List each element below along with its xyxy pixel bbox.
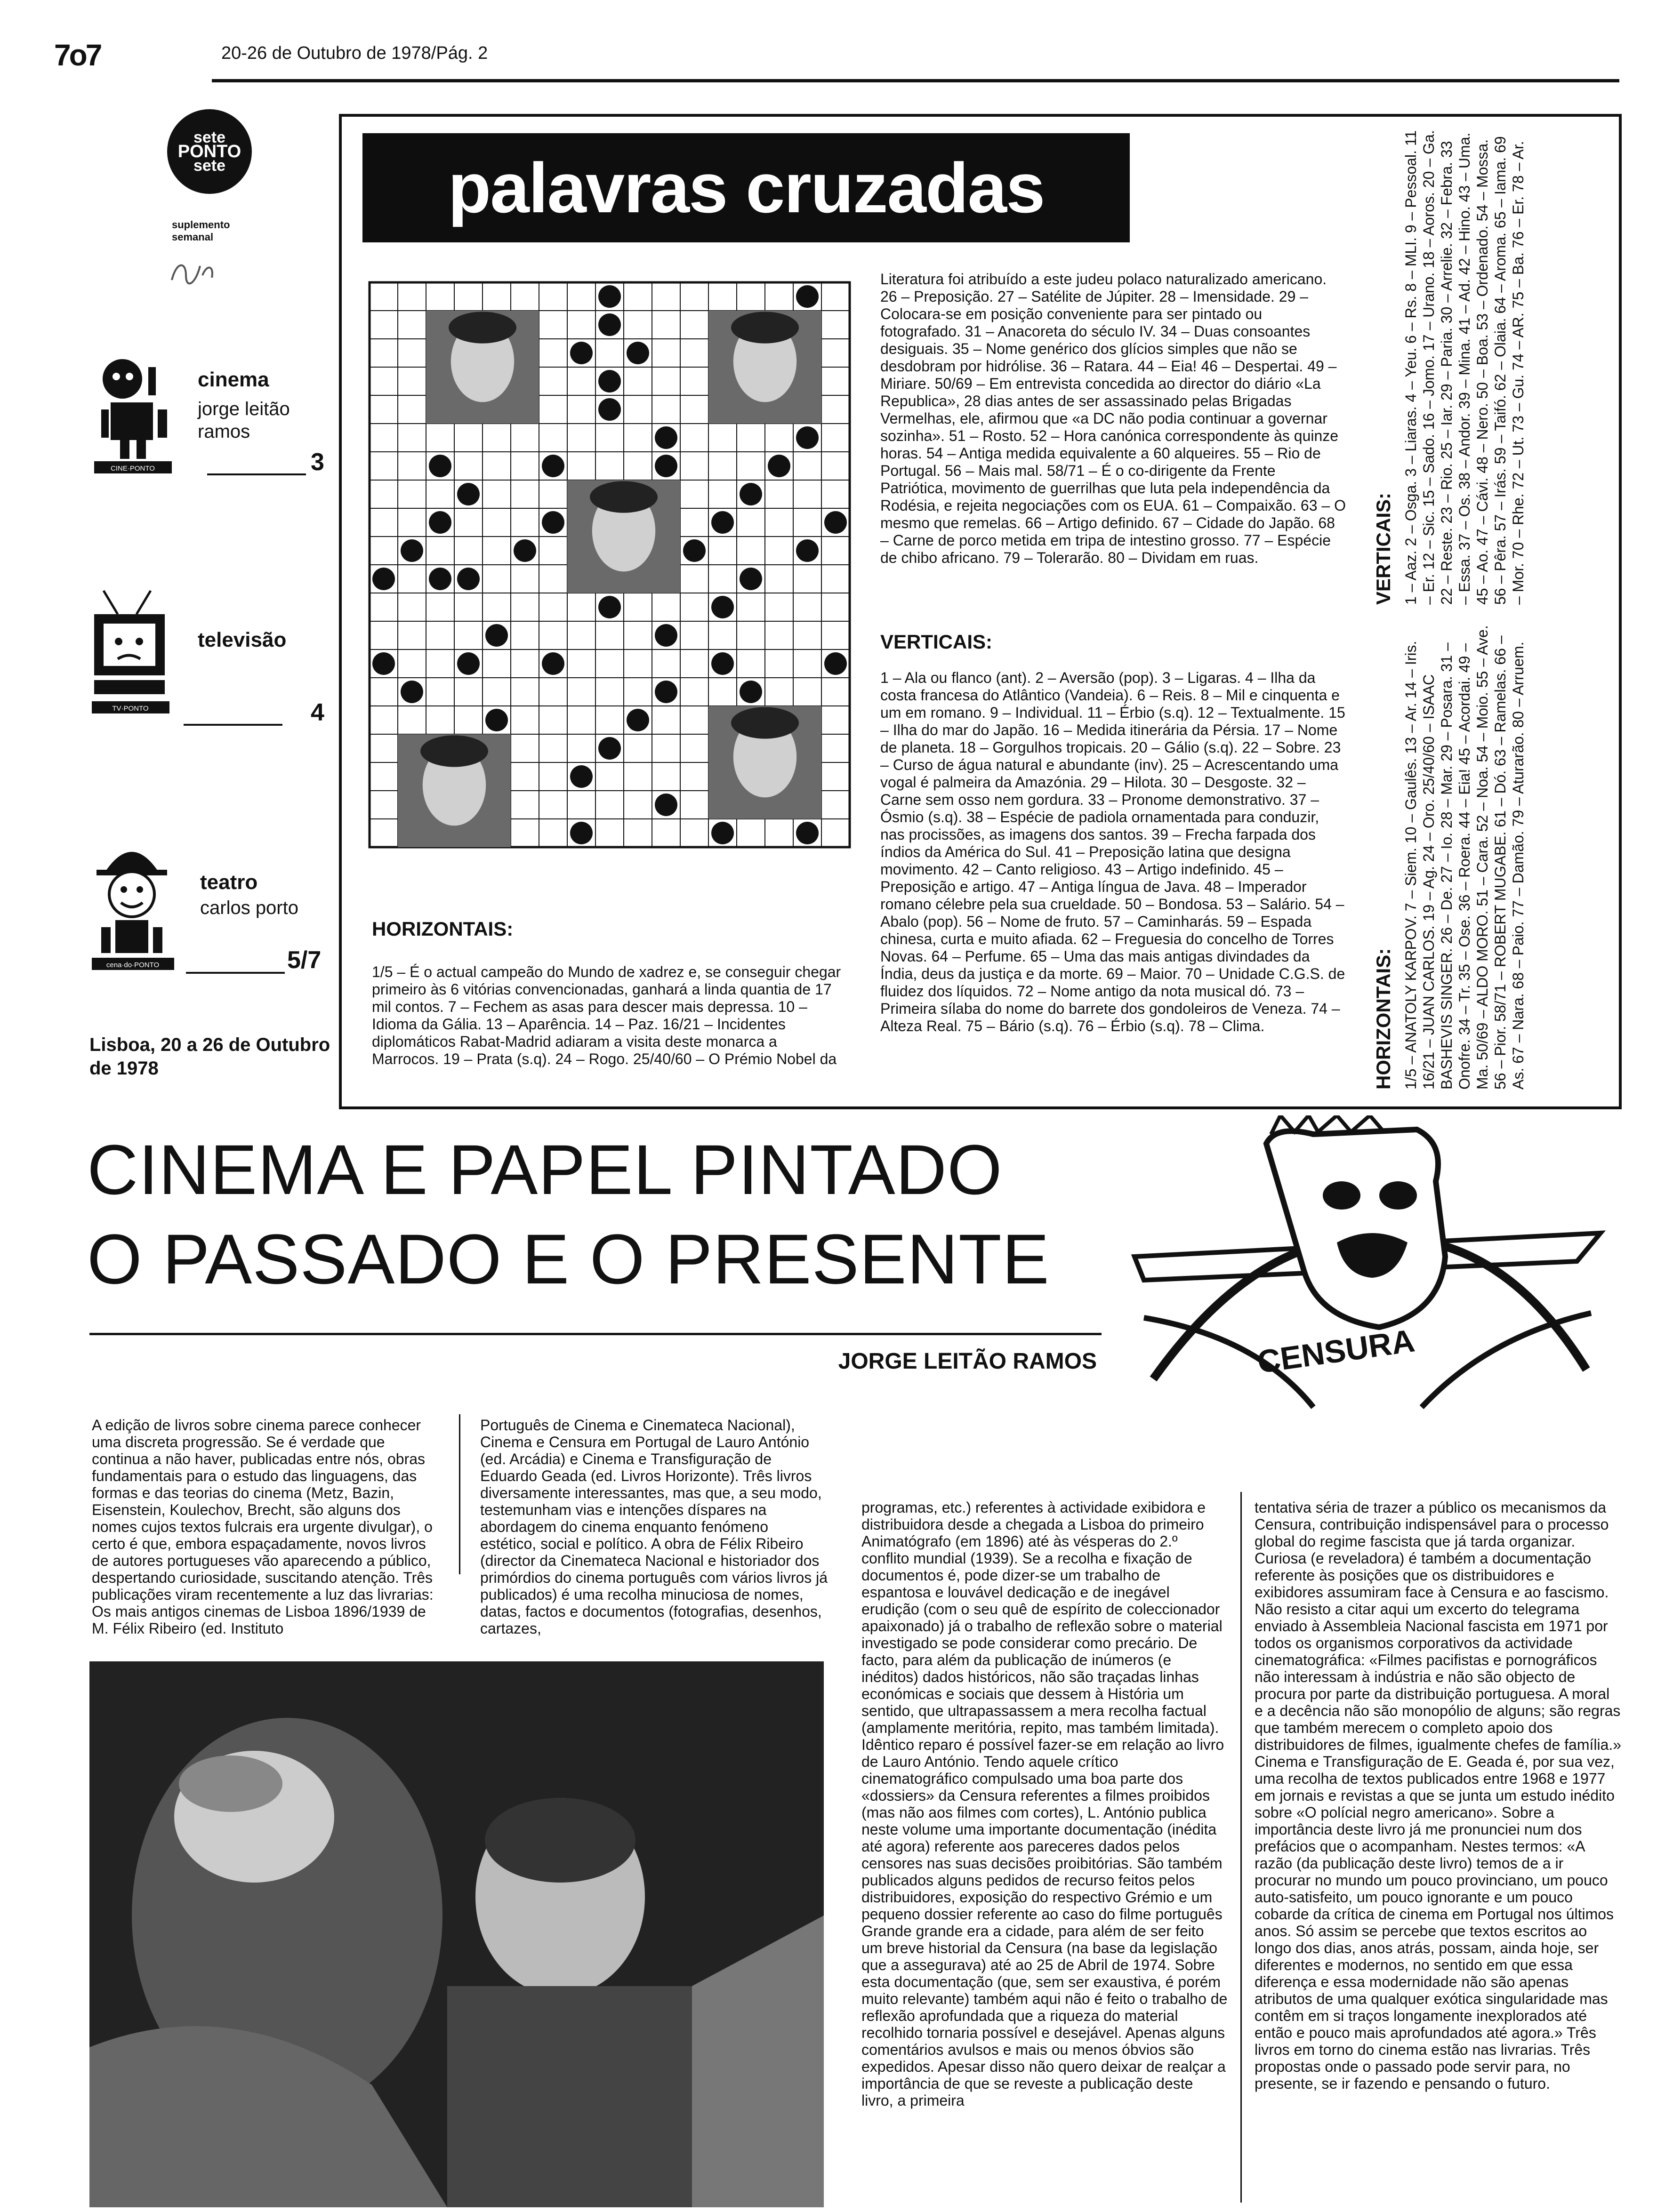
horizontais-clues-part2: Literatura foi atribuído a este judeu polaco naturalizado americano. 26 – Preposição. 27 – Satélite de Júpiter. 28 – Imensidade. 29 – Colocara-se em posição conveniente para ser pintado ou fotografado. 31 – Anacoreta do século IV. 34 – Duas consoantes desiguais. 35 – Nome genérico dos glícios simples que não se desdobram por hidrólise. 36 – Ratara. 44 – Eia! 46 – Despertai. 49 – Miriare. 50/69 – Em entrevista concedida ao director do diário «La Republica», 28 dias antes de ser assassinado pelas Brigadas Vermelhas, ele, afirmou que «a DC não podia continuar a governar sozinha». 51 – Rosto. 52 – Hora canónica correspondente às quinze horas. 54 – Antiga medida equivalente a 60 alqueires. 55 – Rio de Portugal. 56 – Mais mal. 58/71 – É o co-dirigente da Frente Patriótica, movimento de guerrilhas que luta pela independência da Rodésia, e rejeita negociações com os EUA. 61 – Compaixão. 63 – O mesmo que remelas. 66 – Artigo definido. 67 – Cidade do Japão. 68 – Carne de porco metida em tripa de intestino grosso. 77 – Espécie de chibo africano. 79 – Tolerarão. 80 – Dividam em ruas. bbox=[880, 271, 1346, 566]
black-square bbox=[457, 568, 480, 590]
television-page-rule bbox=[184, 724, 282, 726]
article-col-3: programas, etc.) referentes à actividade exibidora e distribuidora desde a chegada a Lisboa do primeiro Animatógrafo (em 1896) até às vésperas do 2.º conflito mundial (1939). Se a recolha e fixação de documentos é, pode dizer-se um trabalho de espantosa e louvável dedicação e de inegável erudição (com o seu quê de espírito de coleccionador apaixonado) já o trabalho de reflexão sobre o material investigado se pode considerar como precário. De facto, para além da publicação de inúmeros (e inéditos) dados históricos, não são traçadas linhas económicas e sociais que dessem à História um sentido, que ultrapassassem a mera recolha factual (amplamente meritória, repito, mas também limitada). Idêntico reparo é possível fazer-se em relação ao livro de Lauro António. Tendo aquele crítico cinematográfico compulsado uma boa parte dos «dossiers» da Censura referentes a filmes proibidos (mas não aos filmes com cortes), L. António publica neste volume uma importante documentação (inédita até agora) referente aos pareceres dados pelos censores nas suas decisões proibitórias. São também publicados alguns pedidos de recurso feitos pelos distribuidores, exposição do respectivo Grémio e um pequeno dossier referente ao caso do filme português Grande grande era a cidade, para além de ser feito um breve historial da Censura (na base da legislação que a assegurava) até ao 25 de Abril de 1974. Sobre esta documentação (que, sem ser exaustiva, é porém muito relevante) também aqui não é feito o trabalho de reflexão aprofundada que a riqueza do material recolhido tornaria possível e desejável. Apenas alguns comentários avulsos e mais ou menos óbvios são expedidos. Apesar disso não quero deixar de realçar a importância de que se reveste a publicação deste livro, a primeira bbox=[861, 1499, 1228, 2109]
seal-line-2: PONTO bbox=[177, 142, 241, 161]
black-square bbox=[542, 455, 564, 477]
verticais-clues: 1 – Ala ou flanco (ant). 2 – Aversão (pop). 3 – Ligaras. 4 – Ilha da costa francesa do Atlântico (Vandeia). 6 – Reis. 8 – Mil e cinquenta e um em romano. 9 – Individual. 11 – Érbio (s.q). 12 – Textualmente. 15 – Ilha do mar do Japão. 16 – Medida itinerária da Pérsia. 17 – Nome de planeta. 18 – Gorgulhos tropicais. 20 – Gálio (s.q). 22 – Sobre. 23 – Curso de água natural e abundante (inv). 25 – Acrescentando uma vogal é palmeira da Amazónia. 29 – Hilota. 30 – Desgoste. 32 – Carne sem osso nem gordura. 33 – Pronome demonstrativo. 37 – Ósmio (s.q). 38 – Espécie de padiola ornamentada para conduzir, nas procissões, as imagens dos santos. 39 – Frecha farpada dos índios da América do Sul. 41 – Preposição latina que designa movimento. 42 – Canto religioso. 43 – Artigo indefinido. 45 – Preposição e artigo. 47 – Antiga língua de Java. 48 – Imperador romano célebre pela sua crueldade. 50 – Bondosa. 53 – Salário. 54 – Abalo (pop). 56 – Nome de fruto. 57 – Caminharás. 59 – Espada chinesa, curta e muito afiada. 62 – Freguesia do concelho de Torres Novas. 64 – Perfume. 65 – Uma das mais antigas divindades da Índia, deus da justiça e da morte. 69 – Maior. 70 – Unidade C.G.S. de fluidez dos líquidos. 72 – Nome antigo da nota musical dó. 73 – Primeira sílaba do nome do barrete dos gondoleiros de Veneza. 74 – Alteza Real. 75 – Bário (s.q). 76 – Érbio (s.q). 78 – Clima. bbox=[880, 669, 1345, 1034]
article-col-1: A edição de livros sobre cinema parece conhecer uma discreta progressão. Se é verdade que continua a não haver, publicadas entre nós, obras fundamentais para o estudo das linguagens, das formas e das teorias do cinema (Metz, Bazin, Eisenstein, Koulechov, Brecht, são alguns dos nomes cujos textos fulcrais era urgente divulgar), o certo é que, embora espaçadamente, novos livros de autores portugueses vão aparecendo a público, despertando curiosidade, suscitando atenção. Três publicações viram recentemente a luz das livrarias: Os mais antigos cinemas de Lisboa 1896/1939 de M. Félix Ribeiro (ed. Instituto bbox=[92, 1417, 434, 1637]
verticais-section bbox=[880, 633, 1346, 1035]
black-square bbox=[824, 511, 847, 534]
black-square bbox=[542, 652, 564, 675]
black-square bbox=[598, 370, 621, 393]
masthead-logo: 7o7 bbox=[54, 38, 101, 72]
black-square bbox=[655, 426, 677, 449]
black-square bbox=[457, 483, 480, 505]
horizontais-section bbox=[372, 920, 843, 1068]
article-col-4: tentativa séria de trazer a público os mecanismos da Censura, contribuição indispensável para o processo global do regime fascista que já tarda organizar. Curiosa (e reveladora) é também a documentação referente às posições que os distribuidores e exibidores assumiram face à Censura e ao fascismo. Não resisto a citar aqui um excerto do telegrama enviado à Assembleia Nacional fascista em 1971 por todos os organismos corporativos da actividade cinematográfica: «Filmes pacifistas e pornográficos não interessam à indústria e não são objecto de procura por parte da distribuição portuguesa. A moral e a decência não são monopólio de alguns; são regras que também merecem o completo apoio dos distribuidores de filmes, igualmente chefes de família.» Cinema e Transfiguração de E. Geada é, por sua vez, uma recolha de textos publicados entre 1968 e 1977 em jornais e revistas a que se junta um estudo inédito sobre «O polícial negro americano». Sobre a importância deste livro já me pronunciei num dos prefácios que o acompanham. Nestes termos: «A razão (da publicação deste livro) temos de a ir procurar no mundo um pouco provinciano, um pouco auto-satisfeito, um pouco ignorante e um pouco cobarde da crítica de cinema em Portugal nos últimos anos. Só assim se percebe que textos escritos ao longo dos dias, anos atrás, possam, ainda hoje, ser diferentes e modernos, no sentido em que essa diferença e essa modernidade não são apenas atributos de uma qualquer exótica singularidade mas contêm em si traços longamente inexplorados até então e pouco mais aprofundados até agora.» Três livros em torno do cinema estão nas livrarias. Três propostas onde o passado pode servir para, no presente, se ir fazendo e pensando o futuro. bbox=[1255, 1499, 1622, 2092]
black-square bbox=[457, 652, 480, 675]
black-square bbox=[655, 455, 677, 477]
black-square bbox=[598, 737, 621, 760]
theatre-section-author: carlos porto bbox=[200, 898, 298, 918]
cartoon-censura-label: CENSURA bbox=[1255, 1322, 1417, 1380]
black-square bbox=[429, 511, 451, 534]
black-square bbox=[627, 709, 649, 731]
seal-line-1: sete bbox=[193, 128, 226, 146]
black-square bbox=[429, 455, 451, 477]
television-section-icon bbox=[89, 586, 169, 713]
verticais-heading: VERTICAIS: bbox=[880, 631, 993, 653]
censorship-cartoon bbox=[1116, 1115, 1619, 1426]
black-square bbox=[740, 681, 762, 703]
column-rule-1 bbox=[459, 1414, 460, 1574]
black-square bbox=[598, 285, 621, 308]
solutions-horizontais-heading: HORIZONTAIS: bbox=[1372, 948, 1394, 1090]
black-square bbox=[796, 285, 819, 308]
black-square bbox=[627, 342, 649, 364]
black-square bbox=[598, 313, 621, 336]
solutions-horizontais bbox=[1372, 614, 1527, 1090]
supplement-label: suplemento semanal bbox=[172, 219, 230, 243]
black-square bbox=[655, 681, 677, 703]
issue-date: 20-26 de Outubro de 1978/Pág. 2 bbox=[221, 43, 488, 63]
header-rule bbox=[212, 79, 1619, 82]
cinema-page-number: 3 bbox=[311, 449, 324, 476]
theatre-section-icon bbox=[87, 838, 167, 969]
black-square bbox=[372, 568, 395, 590]
black-square bbox=[485, 624, 508, 647]
black-square bbox=[570, 822, 593, 844]
black-square bbox=[514, 539, 536, 562]
black-square bbox=[796, 539, 819, 562]
black-square bbox=[824, 652, 847, 675]
signature-doodle bbox=[167, 256, 224, 289]
theatre-page-rule bbox=[186, 972, 285, 974]
dateline: Lisboa, 20 a 26 de Outubro de 1978 bbox=[89, 1034, 330, 1079]
theatre-section-title: teatro bbox=[200, 871, 258, 894]
black-square bbox=[711, 652, 734, 675]
black-square bbox=[429, 568, 451, 590]
black-square bbox=[401, 539, 423, 562]
black-square bbox=[570, 765, 593, 788]
byline: JORGE LEITÃO RAMOS bbox=[838, 1349, 1097, 1374]
black-square bbox=[711, 596, 734, 618]
cinema-page-rule bbox=[207, 473, 306, 475]
headline-rule bbox=[89, 1333, 1102, 1335]
solutions-panel bbox=[1365, 120, 1610, 1104]
black-square bbox=[796, 822, 819, 844]
black-square bbox=[740, 483, 762, 505]
black-square bbox=[598, 398, 621, 421]
portrait-photo-1 bbox=[426, 311, 539, 424]
horizontais-clues-part1: 1/5 – É o actual campeão do Mundo de xadrez e, se conseguir chegar primeiro às 6 vitórias convencionadas, ganhará a linda quantia de 17 mil contos. 7 – Fechem as asas para descer mais depressa. 10 – Idioma da Gália. 13 – Aparência. 14 – Paz. 16/21 – Incidentes diplomáticos Rabat-Madrid adiaram a visita deste monarca a Marrocos. 19 – Prata (s.q). 24 – Rogo. 25/40/60 – O Prémio Nobel da bbox=[372, 963, 841, 1067]
column-rule-3 bbox=[1240, 1492, 1242, 2203]
horizontais-heading: HORIZONTAIS: bbox=[372, 918, 514, 940]
black-square bbox=[711, 822, 734, 844]
television-section-title: televisão bbox=[198, 628, 287, 651]
black-square bbox=[542, 511, 564, 534]
black-square bbox=[372, 652, 395, 675]
black-square bbox=[768, 455, 790, 477]
black-square bbox=[796, 426, 819, 449]
black-square bbox=[485, 709, 508, 731]
black-square bbox=[655, 624, 677, 647]
black-square bbox=[711, 511, 734, 534]
black-square bbox=[655, 793, 677, 816]
portrait-photo-3 bbox=[567, 480, 680, 593]
black-square bbox=[683, 539, 706, 562]
black-square bbox=[401, 681, 423, 703]
film-still-photo bbox=[89, 1661, 824, 2207]
svg-text:TV·PONTO: TV·PONTO bbox=[112, 705, 149, 713]
crossword-grid bbox=[367, 280, 852, 866]
svg-text:CINE·PONTO: CINE·PONTO bbox=[111, 465, 155, 473]
crossword-title: palavras cruzadas bbox=[362, 133, 1130, 242]
cinema-section-title: cinema bbox=[198, 368, 269, 391]
cinema-section-author: jorge leitão ramos bbox=[198, 399, 290, 442]
seal-line-3: sete bbox=[193, 157, 226, 175]
headline-line-1: CINEMA E PAPEL PINTADO bbox=[87, 1130, 1003, 1209]
television-page-number: 4 bbox=[311, 699, 324, 726]
svg-text:cena·do·PONTO: cena·do·PONTO bbox=[106, 961, 160, 969]
solutions-verticais bbox=[1372, 129, 1527, 605]
article-col-2: Português de Cinema e Cinemateca Nacional), Cinema e Censura em Portugal de Lauro António (ed. Arcádia) e Cinema e Transfiguração de Eduardo Geada (ed. Livros Horizonte). Três livros diversamente interessantes, mas que, a seu modo, testemunham vias e intenções díspares na abordagem do cinema enquanto fenómeno estético, social e político. A obra de Félix Ribeiro (director da Cinemateca Nacional e historiador dos primórdios do cinema português com vários livros já publicados) é uma recolha minuciosa de nomes, datas, factos e documentos (fotografias, desenhos, cartazes, bbox=[480, 1417, 828, 1637]
headline-line-2: O PASSADO E O PRESENTE bbox=[87, 1219, 1050, 1298]
portrait-photo-5 bbox=[708, 706, 821, 819]
portrait-photo-4 bbox=[398, 734, 511, 847]
black-square bbox=[570, 342, 593, 364]
black-square bbox=[598, 596, 621, 618]
theatre-page-number: 5/7 bbox=[287, 946, 322, 974]
black-square bbox=[740, 568, 762, 590]
solutions-verticais-text: 1 – Aaz. 2 – Osga. 3 – Liaras. 4 – Yeu. 6 – Rs. 8 – MLI. 9 – Pessoal. 11 – Er. 12 – Sic. 15 – Sado. 16 – Jomo. 17 – Urano. 18 – Aoros. 20 – Ga. 22 – Reste. 23 – Rio. 25 – Iar. 29 – Paria. 30 – Arrelie. 32 – Febra. 33 – Essa. 37 – Os. 38 – Andor. 39 – Mina. 41 – Ad. 42 – Hino. 43 – Uma. 45 – Ao. 47 – Cávi. 48 – Nero. 50 – Boa. 53 – Ordenado. 54 – Mossa. 56 – Pêra. 57 – Irás. 59 – Taifó. 62 – Olaia. 64 – Aroma. 65 – Iama. 69 – Mor. 70 – Rhe. 72 – Ut. 73 – Gu. 74 – AR. 75 – Ba. 76 – Er. 78 – Ar. bbox=[1402, 130, 1527, 605]
cinema-section-icon bbox=[92, 358, 172, 473]
solutions-horizontais-text: 1/5 – ANATOLY KARPOV. 7 – Siem. 10 – Gaulês. 13 – Ar. 14 – Iris. 16/21 – JUAN CARLOS. 19 – Ag. 24 – Oro. 25/40/60 – ISAAC BASHEVIS SINGER. 26 – De. 27 – Io. 28 – Mar. 29 – Posara. 31 – Onofre. 34 – Tr. 35 – Ose. 36 – Roera. 44 – Eia! 45 – Acordai. 49 – Ma. 50/69 – ALDO MORO. 51 – Cara. 52 – Noa. 54 – Moio. 55 – Ave. 56 – Pior. 58/71 – ROBERT MUGABE. 61 – Dó. 63 – Ramelas. 66 – As. 67 – Nara. 68 – Paio. 77 – Damão. 79 – Aturarão. 80 – Arruem. bbox=[1402, 625, 1527, 1090]
solutions-verticais-heading: VERTICAIS: bbox=[1372, 492, 1394, 605]
sete-ponto-sete-seal bbox=[167, 109, 252, 194]
portrait-photo-2 bbox=[708, 311, 821, 424]
